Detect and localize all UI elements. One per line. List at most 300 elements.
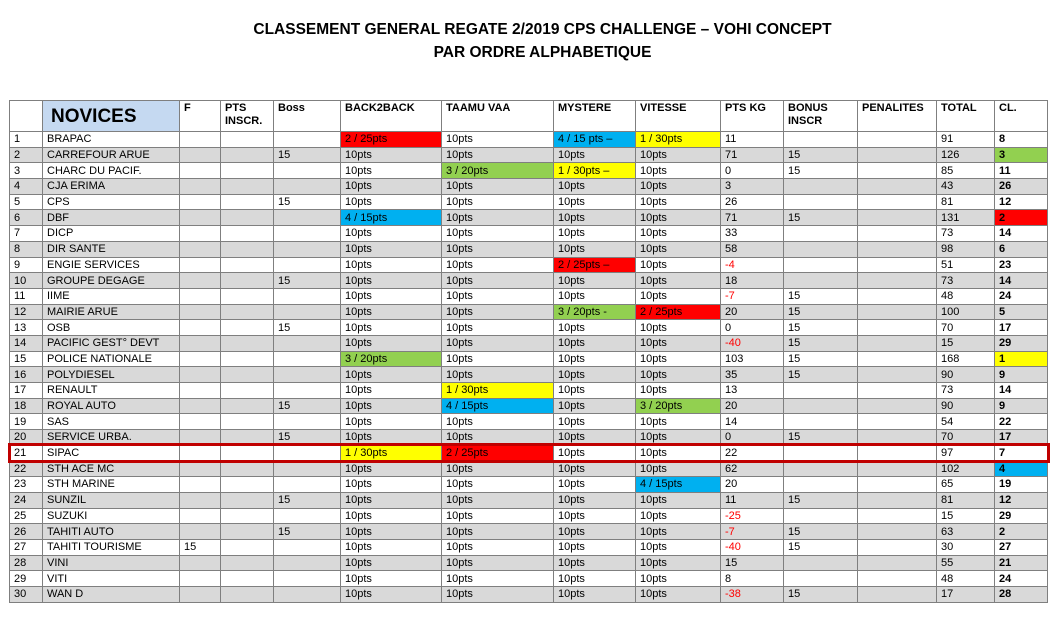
classement-value: 4 bbox=[995, 461, 1048, 477]
row-number: 6 bbox=[10, 210, 43, 226]
table-row bbox=[10, 304, 1048, 320]
team-name: OSB bbox=[43, 320, 180, 336]
total-value: 51 bbox=[937, 257, 995, 273]
row-number: 12 bbox=[10, 304, 43, 320]
ranking-table bbox=[9, 100, 1048, 603]
row-number: 2 bbox=[10, 147, 43, 163]
vitesse-value: 10pts bbox=[636, 430, 721, 446]
f-value bbox=[180, 163, 221, 179]
pts-inscr-value bbox=[221, 132, 274, 148]
table-row bbox=[10, 430, 1048, 446]
row-number: 16 bbox=[10, 367, 43, 383]
vitesse-value: 1 / 30pts bbox=[636, 132, 721, 148]
boss-value bbox=[274, 179, 341, 195]
row-number: 15 bbox=[10, 351, 43, 367]
total-value: 48 bbox=[937, 288, 995, 304]
classement-value: 6 bbox=[995, 241, 1048, 257]
team-name: MAIRIE ARUE bbox=[43, 304, 180, 320]
back2back-value: 10pts bbox=[341, 555, 442, 571]
mystere-value: 10pts bbox=[554, 179, 636, 195]
row-number: 17 bbox=[10, 383, 43, 399]
boss-value bbox=[274, 414, 341, 430]
team-name: SUNZIL bbox=[43, 492, 180, 508]
penalites-value bbox=[858, 194, 937, 210]
total-value: 55 bbox=[937, 555, 995, 571]
pts-inscr-value bbox=[221, 241, 274, 257]
team-name: POLYDIESEL bbox=[43, 367, 180, 383]
team-name: DICP bbox=[43, 226, 180, 242]
team-name: CHARC DU PACIF. bbox=[43, 163, 180, 179]
classement-value: 24 bbox=[995, 288, 1048, 304]
pts-kg-value: 14 bbox=[721, 414, 784, 430]
bonus-inscr-value bbox=[784, 241, 858, 257]
mystere-value: 10pts bbox=[554, 210, 636, 226]
row-number: 13 bbox=[10, 320, 43, 336]
pts-inscr-value bbox=[221, 461, 274, 477]
pts-kg-value: 3 bbox=[721, 179, 784, 195]
classement-value: 1 bbox=[995, 351, 1048, 367]
table-row bbox=[10, 163, 1048, 179]
row-number: 28 bbox=[10, 555, 43, 571]
boss-value bbox=[274, 367, 341, 383]
f-value bbox=[180, 304, 221, 320]
penalites-value bbox=[858, 226, 937, 242]
bonus-inscr-value bbox=[784, 194, 858, 210]
pts-kg-value: 8 bbox=[721, 571, 784, 587]
vitesse-value: 10pts bbox=[636, 147, 721, 163]
total-value: 70 bbox=[937, 430, 995, 446]
table-row bbox=[10, 477, 1048, 493]
classement-value: 17 bbox=[995, 320, 1048, 336]
mystere-value: 10pts bbox=[554, 477, 636, 493]
boss-value: 15 bbox=[274, 524, 341, 540]
table-row bbox=[10, 194, 1048, 210]
total-value: 54 bbox=[937, 414, 995, 430]
mystere-value: 1 / 30pts – bbox=[554, 163, 636, 179]
taamu-vaa-value: 10pts bbox=[442, 210, 554, 226]
penalites-value bbox=[858, 461, 937, 477]
classement-value: 24 bbox=[995, 571, 1048, 587]
team-name: VINI bbox=[43, 555, 180, 571]
row-number: 14 bbox=[10, 335, 43, 351]
f-value bbox=[180, 524, 221, 540]
team-name: CARREFOUR ARUE bbox=[43, 147, 180, 163]
taamu-vaa-value: 10pts bbox=[442, 257, 554, 273]
mystere-value: 3 / 20pts - bbox=[554, 304, 636, 320]
col-header-vitesse: VITESSE bbox=[636, 101, 721, 132]
bonus-inscr-value: 15 bbox=[784, 147, 858, 163]
back2back-value: 10pts bbox=[341, 508, 442, 524]
f-value bbox=[180, 351, 221, 367]
col-header-boss: Boss bbox=[274, 101, 341, 132]
pts-kg-value: 0 bbox=[721, 163, 784, 179]
back2back-value: 10pts bbox=[341, 179, 442, 195]
f-value bbox=[180, 445, 221, 461]
mystere-value: 10pts bbox=[554, 461, 636, 477]
pts-kg-value: 11 bbox=[721, 132, 784, 148]
mystere-value: 4 / 15 pts – bbox=[554, 132, 636, 148]
col-header-pts-kg: PTS KG bbox=[721, 101, 784, 132]
row-number: 27 bbox=[10, 539, 43, 555]
pts-inscr-value bbox=[221, 147, 274, 163]
taamu-vaa-value: 1 / 30pts bbox=[442, 383, 554, 399]
team-name: SIPAC bbox=[43, 445, 180, 461]
penalites-value bbox=[858, 288, 937, 304]
penalites-value bbox=[858, 210, 937, 226]
boss-value bbox=[274, 539, 341, 555]
total-value: 63 bbox=[937, 524, 995, 540]
taamu-vaa-value: 10pts bbox=[442, 179, 554, 195]
bonus-inscr-value: 15 bbox=[784, 335, 858, 351]
classement-value: 11 bbox=[995, 163, 1048, 179]
pts-kg-value: 103 bbox=[721, 351, 784, 367]
total-value: 102 bbox=[937, 461, 995, 477]
team-name: TAHITI TOURISME bbox=[43, 539, 180, 555]
f-value bbox=[180, 241, 221, 257]
penalites-value bbox=[858, 147, 937, 163]
taamu-vaa-value: 10pts bbox=[442, 226, 554, 242]
mystere-value: 10pts bbox=[554, 367, 636, 383]
row-number: 24 bbox=[10, 492, 43, 508]
vitesse-value: 10pts bbox=[636, 288, 721, 304]
bonus-inscr-value: 15 bbox=[784, 430, 858, 446]
back2back-value: 10pts bbox=[341, 461, 442, 477]
bonus-inscr-value bbox=[784, 555, 858, 571]
table-row bbox=[10, 351, 1048, 367]
penalites-value bbox=[858, 477, 937, 493]
mystere-value: 10pts bbox=[554, 571, 636, 587]
col-header-penalites: PENALITES bbox=[858, 101, 937, 132]
pts-inscr-value bbox=[221, 477, 274, 493]
mystere-value: 10pts bbox=[554, 320, 636, 336]
taamu-vaa-value: 10pts bbox=[442, 320, 554, 336]
classement-value: 9 bbox=[995, 398, 1048, 414]
boss-value bbox=[274, 304, 341, 320]
team-name: DIR SANTE bbox=[43, 241, 180, 257]
total-value: 81 bbox=[937, 492, 995, 508]
taamu-vaa-value: 3 / 20pts bbox=[442, 163, 554, 179]
row-number: 3 bbox=[10, 163, 43, 179]
classement-value: 29 bbox=[995, 508, 1048, 524]
table-row bbox=[10, 586, 1048, 602]
pts-kg-value: 71 bbox=[721, 147, 784, 163]
back2back-value: 3 / 20pts bbox=[341, 351, 442, 367]
mystere-value: 10pts bbox=[554, 586, 636, 602]
table-row bbox=[10, 539, 1048, 555]
document-title: CLASSEMENT GENERAL REGATE 2/2019 CPS CHALLENGE – VOHI CONCEPT bbox=[253, 21, 832, 38]
bonus-inscr-value bbox=[784, 508, 858, 524]
table-row bbox=[10, 367, 1048, 383]
penalites-value bbox=[858, 571, 937, 587]
bonus-inscr-value: 15 bbox=[784, 210, 858, 226]
row-number: 21 bbox=[10, 445, 43, 461]
team-name: TAHITI AUTO bbox=[43, 524, 180, 540]
taamu-vaa-value: 10pts bbox=[442, 414, 554, 430]
bonus-inscr-value bbox=[784, 132, 858, 148]
taamu-vaa-value: 10pts bbox=[442, 555, 554, 571]
vitesse-value: 10pts bbox=[636, 179, 721, 195]
pts-kg-value: 26 bbox=[721, 194, 784, 210]
boss-value bbox=[274, 288, 341, 304]
back2back-value: 10pts bbox=[341, 226, 442, 242]
penalites-value bbox=[858, 241, 937, 257]
vitesse-value: 2 / 25pts bbox=[636, 304, 721, 320]
pts-kg-value: 13 bbox=[721, 383, 784, 399]
total-value: 43 bbox=[937, 179, 995, 195]
back2back-value: 10pts bbox=[341, 273, 442, 289]
total-value: 30 bbox=[937, 539, 995, 555]
back2back-value: 10pts bbox=[341, 414, 442, 430]
team-name: PACIFIC GEST° DEVT bbox=[43, 335, 180, 351]
total-value: 73 bbox=[937, 226, 995, 242]
bonus-inscr-value bbox=[784, 461, 858, 477]
pts-inscr-value bbox=[221, 445, 274, 461]
taamu-vaa-value: 10pts bbox=[442, 367, 554, 383]
pts-inscr-value bbox=[221, 571, 274, 587]
col-header-back2back: BACK2BACK bbox=[341, 101, 442, 132]
mystere-value: 10pts bbox=[554, 351, 636, 367]
table-row bbox=[10, 524, 1048, 540]
bonus-inscr-value: 15 bbox=[784, 539, 858, 555]
bonus-inscr-value: 15 bbox=[784, 163, 858, 179]
pts-kg-value: -25 bbox=[721, 508, 784, 524]
row-number: 19 bbox=[10, 414, 43, 430]
pts-inscr-value bbox=[221, 335, 274, 351]
team-name: CJA ERIMA bbox=[43, 179, 180, 195]
col-header-bonus-inscr: BONUS INSCR bbox=[784, 101, 858, 132]
team-name: CPS bbox=[43, 194, 180, 210]
pts-inscr-value bbox=[221, 524, 274, 540]
back2back-value: 10pts bbox=[341, 288, 442, 304]
boss-value: 15 bbox=[274, 398, 341, 414]
classement-value: 2 bbox=[995, 524, 1048, 540]
mystere-value: 10pts bbox=[554, 524, 636, 540]
vitesse-value: 10pts bbox=[636, 383, 721, 399]
col-header-mystere: MYSTERE bbox=[554, 101, 636, 132]
bonus-inscr-value bbox=[784, 477, 858, 493]
f-value bbox=[180, 226, 221, 242]
table-row bbox=[10, 414, 1048, 430]
pts-inscr-value bbox=[221, 320, 274, 336]
pts-kg-value: 20 bbox=[721, 398, 784, 414]
back2back-value: 2 / 25pts bbox=[341, 132, 442, 148]
taamu-vaa-value: 10pts bbox=[442, 508, 554, 524]
total-value: 90 bbox=[937, 398, 995, 414]
team-name: SUZUKI bbox=[43, 508, 180, 524]
penalites-value bbox=[858, 555, 937, 571]
vitesse-value: 10pts bbox=[636, 461, 721, 477]
pts-inscr-value bbox=[221, 414, 274, 430]
pts-inscr-value bbox=[221, 383, 274, 399]
table-body bbox=[10, 132, 1048, 603]
pts-kg-value: 71 bbox=[721, 210, 784, 226]
pts-inscr-value bbox=[221, 257, 274, 273]
team-name: ROYAL AUTO bbox=[43, 398, 180, 414]
bonus-inscr-value: 15 bbox=[784, 351, 858, 367]
back2back-value: 10pts bbox=[341, 383, 442, 399]
pts-kg-value: 35 bbox=[721, 367, 784, 383]
f-value bbox=[180, 288, 221, 304]
team-name: BRAPAC bbox=[43, 132, 180, 148]
vitesse-value: 10pts bbox=[636, 194, 721, 210]
mystere-value: 10pts bbox=[554, 492, 636, 508]
pts-kg-value: 22 bbox=[721, 445, 784, 461]
total-value: 90 bbox=[937, 367, 995, 383]
bonus-inscr-value bbox=[784, 445, 858, 461]
mystere-value: 10pts bbox=[554, 539, 636, 555]
table-row bbox=[10, 179, 1048, 195]
boss-value bbox=[274, 163, 341, 179]
pts-inscr-value bbox=[221, 398, 274, 414]
taamu-vaa-value: 10pts bbox=[442, 132, 554, 148]
col-header-f: F bbox=[180, 101, 221, 132]
penalites-value bbox=[858, 163, 937, 179]
pts-kg-value: 62 bbox=[721, 461, 784, 477]
col-header-number bbox=[10, 101, 43, 132]
classement-value: 14 bbox=[995, 226, 1048, 242]
row-number: 18 bbox=[10, 398, 43, 414]
vitesse-value: 10pts bbox=[636, 257, 721, 273]
team-name: VITI bbox=[43, 571, 180, 587]
vitesse-value: 10pts bbox=[636, 555, 721, 571]
taamu-vaa-value: 10pts bbox=[442, 539, 554, 555]
back2back-value: 10pts bbox=[341, 539, 442, 555]
taamu-vaa-value: 10pts bbox=[442, 492, 554, 508]
f-value bbox=[180, 147, 221, 163]
f-value bbox=[180, 335, 221, 351]
total-value: 81 bbox=[937, 194, 995, 210]
total-value: 70 bbox=[937, 320, 995, 336]
bonus-inscr-value bbox=[784, 398, 858, 414]
team-name: WAN D bbox=[43, 586, 180, 602]
total-value: 168 bbox=[937, 351, 995, 367]
vitesse-value: 10pts bbox=[636, 367, 721, 383]
classement-value: 12 bbox=[995, 492, 1048, 508]
boss-value bbox=[274, 351, 341, 367]
taamu-vaa-value: 10pts bbox=[442, 335, 554, 351]
table-row bbox=[10, 335, 1048, 351]
table-row bbox=[10, 445, 1048, 461]
mystere-value: 10pts bbox=[554, 335, 636, 351]
row-number: 23 bbox=[10, 477, 43, 493]
row-number: 11 bbox=[10, 288, 43, 304]
back2back-value: 10pts bbox=[341, 430, 442, 446]
boss-value bbox=[274, 571, 341, 587]
taamu-vaa-value: 10pts bbox=[442, 461, 554, 477]
pts-inscr-value bbox=[221, 226, 274, 242]
pts-inscr-value bbox=[221, 508, 274, 524]
pts-kg-value: 33 bbox=[721, 226, 784, 242]
back2back-value: 10pts bbox=[341, 147, 442, 163]
pts-inscr-value bbox=[221, 492, 274, 508]
mystere-value: 10pts bbox=[554, 273, 636, 289]
classement-value: 7 bbox=[995, 445, 1048, 461]
taamu-vaa-value: 10pts bbox=[442, 288, 554, 304]
vitesse-value: 10pts bbox=[636, 351, 721, 367]
vitesse-value: 10pts bbox=[636, 320, 721, 336]
col-header-total: TOTAL bbox=[937, 101, 995, 132]
table-row bbox=[10, 210, 1048, 226]
bonus-inscr-value: 15 bbox=[784, 586, 858, 602]
boss-value bbox=[274, 477, 341, 493]
classement-value: 27 bbox=[995, 539, 1048, 555]
row-number: 9 bbox=[10, 257, 43, 273]
bonus-inscr-value: 15 bbox=[784, 524, 858, 540]
vitesse-value: 10pts bbox=[636, 539, 721, 555]
boss-value bbox=[274, 445, 341, 461]
taamu-vaa-value: 4 / 15pts bbox=[442, 398, 554, 414]
vitesse-value: 10pts bbox=[636, 492, 721, 508]
table-row bbox=[10, 241, 1048, 257]
mystere-value: 10pts bbox=[554, 288, 636, 304]
classement-value: 8 bbox=[995, 132, 1048, 148]
boss-value: 15 bbox=[274, 320, 341, 336]
row-number: 1 bbox=[10, 132, 43, 148]
pts-inscr-value bbox=[221, 351, 274, 367]
boss-value bbox=[274, 461, 341, 477]
classement-value: 21 bbox=[995, 555, 1048, 571]
bonus-inscr-value: 15 bbox=[784, 367, 858, 383]
pts-kg-value: 15 bbox=[721, 555, 784, 571]
pts-inscr-value bbox=[221, 304, 274, 320]
total-value: 17 bbox=[937, 586, 995, 602]
boss-value: 15 bbox=[274, 273, 341, 289]
back2back-value: 10pts bbox=[341, 163, 442, 179]
back2back-value: 10pts bbox=[341, 398, 442, 414]
row-number: 7 bbox=[10, 226, 43, 242]
penalites-value bbox=[858, 320, 937, 336]
total-value: 73 bbox=[937, 273, 995, 289]
boss-value bbox=[274, 226, 341, 242]
table-row bbox=[10, 132, 1048, 148]
pts-kg-value: 20 bbox=[721, 477, 784, 493]
bonus-inscr-value bbox=[784, 273, 858, 289]
pts-inscr-value bbox=[221, 194, 274, 210]
pts-kg-value: 11 bbox=[721, 492, 784, 508]
pts-inscr-value bbox=[221, 555, 274, 571]
boss-value bbox=[274, 508, 341, 524]
pts-inscr-value bbox=[221, 539, 274, 555]
table-row bbox=[10, 147, 1048, 163]
boss-value bbox=[274, 132, 341, 148]
total-value: 15 bbox=[937, 335, 995, 351]
mystere-value: 2 / 25pts – bbox=[554, 257, 636, 273]
taamu-vaa-value: 10pts bbox=[442, 304, 554, 320]
boss-value bbox=[274, 555, 341, 571]
penalites-value bbox=[858, 367, 937, 383]
penalites-value bbox=[858, 257, 937, 273]
bonus-inscr-value: 15 bbox=[784, 320, 858, 336]
row-number: 20 bbox=[10, 430, 43, 446]
taamu-vaa-value: 10pts bbox=[442, 477, 554, 493]
classement-value: 17 bbox=[995, 430, 1048, 446]
table-row bbox=[10, 383, 1048, 399]
boss-value: 15 bbox=[274, 194, 341, 210]
f-value bbox=[180, 398, 221, 414]
team-name: POLICE NATIONALE bbox=[43, 351, 180, 367]
row-number: 10 bbox=[10, 273, 43, 289]
f-value bbox=[180, 257, 221, 273]
pts-kg-value: -7 bbox=[721, 288, 784, 304]
pts-kg-value: -38 bbox=[721, 586, 784, 602]
table-row bbox=[10, 398, 1048, 414]
f-value bbox=[180, 477, 221, 493]
team-name: IIME bbox=[43, 288, 180, 304]
classement-value: 3 bbox=[995, 147, 1048, 163]
back2back-value: 10pts bbox=[341, 477, 442, 493]
row-number: 22 bbox=[10, 461, 43, 477]
f-value bbox=[180, 210, 221, 226]
